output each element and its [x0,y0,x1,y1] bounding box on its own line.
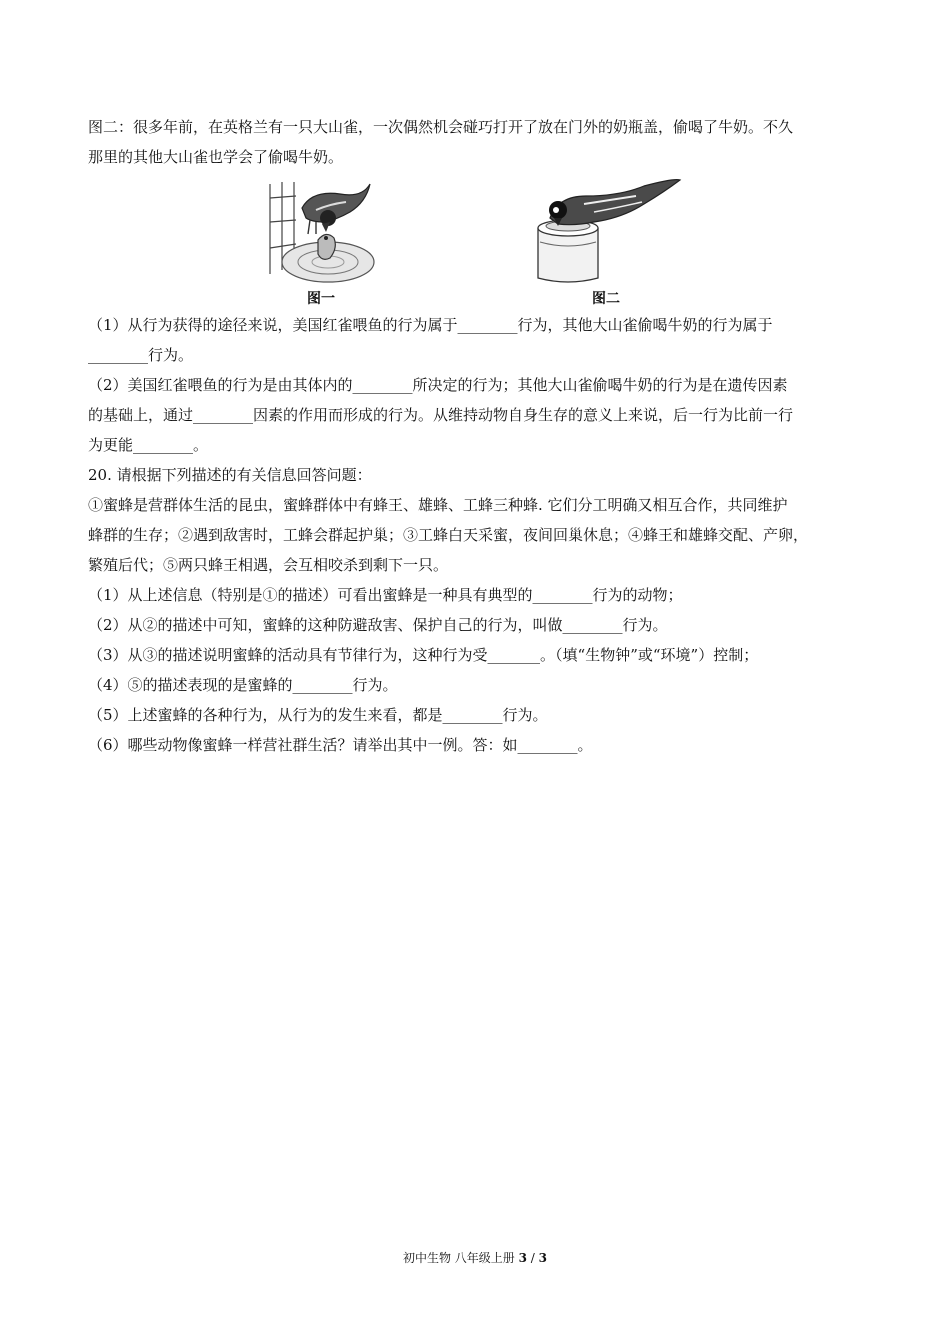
footer-separator: / [526,1251,539,1265]
q20-desc-line-2: 蜂群的生存；②遇到敌害时，工蜂会群起护巢；③工蜂白天采蜜，夜间回巢休息；④蜂王和雄蜂交配、产卵， [88,526,809,544]
q19-sub2-line-1: （2）美国红雀喂鱼的行为是由其体内的________所决定的行为；其他大山雀偷喝牛奶的行为是在遗传因素 [88,376,788,394]
q19-sub1-line-2: ________行为。 [88,346,194,364]
q19-sub1-line-1: （1）从行为获得的途径来说，美国红雀喂鱼的行为属于________行为，其他大山雀偷喝牛奶的行为属于 [88,316,773,334]
q20-desc-line-1: ①蜜蜂是营群体生活的昆虫，蜜蜂群体中有蜂王、雄蜂、工蜂三种蜂. 它们分工明确又相互合作，共同维护 [88,496,788,514]
figures-row [88,178,866,310]
footer-page-number: 3 [518,1251,527,1265]
footer-label: 初中生物 八年级上册 [402,1251,519,1265]
figure-1-caption: 图一 [307,291,335,307]
intro-line-1: 图二：很多年前，在英格兰有一只大山雀，一次偶然机会碰巧打开了放在门外的奶瓶盖，偷喝了牛奶。不久 [88,118,794,136]
cardinal-feeding-fish-illustration [266,178,376,286]
intro-line-2: 那里的其他大山雀也学会了偷喝牛奶。 [88,148,344,166]
q19-sub2-line-3: 为更能________。 [88,436,209,454]
document-page [88,112,866,760]
figure-2-caption: 图二 [592,291,620,307]
q20-sub2: （2）从②的描述中可知，蜜蜂的这种防避敌害、保护自己的行为，叫做________行为。 [88,616,668,634]
q20-sub1: （1）从上述信息（特别是①的描述）可看出蜜蜂是一种具有典型的________行为的动物； [88,586,683,604]
page-footer [0,1249,950,1266]
tit-drinking-milk-illustration [524,178,688,286]
q20-desc-line-3: 繁殖后代；⑤两只蜂王相遇，会互相咬杀到剩下一只。 [88,556,449,574]
figure-1 [266,178,376,308]
q20-sub3: （3）从③的描述说明蜜蜂的活动具有节律行为，这种行为受_______。（填“生物钟”或“环境”）控制； [88,646,759,664]
q20-title: 20. 请根据下列描述的有关信息回答问题： [88,466,372,484]
q19-sub2-line-2: 的基础上，通过________因素的作用而形成的行为。从维持动物自身生存的意义上来说，后一行为比前一行 [88,406,794,424]
footer-page-total: 3 [538,1251,548,1265]
q20-sub5: （5）上述蜜蜂的各种行为，从行为的发生来看，都是________行为。 [88,706,548,724]
figure-2 [524,178,688,308]
q20-sub6: （6）哪些动物像蜜蜂一样营社群生活？请举出其中一例。答：如________。 [88,736,593,754]
q20-sub4: （4）⑤的描述表现的是蜜蜂的________行为。 [88,676,398,694]
